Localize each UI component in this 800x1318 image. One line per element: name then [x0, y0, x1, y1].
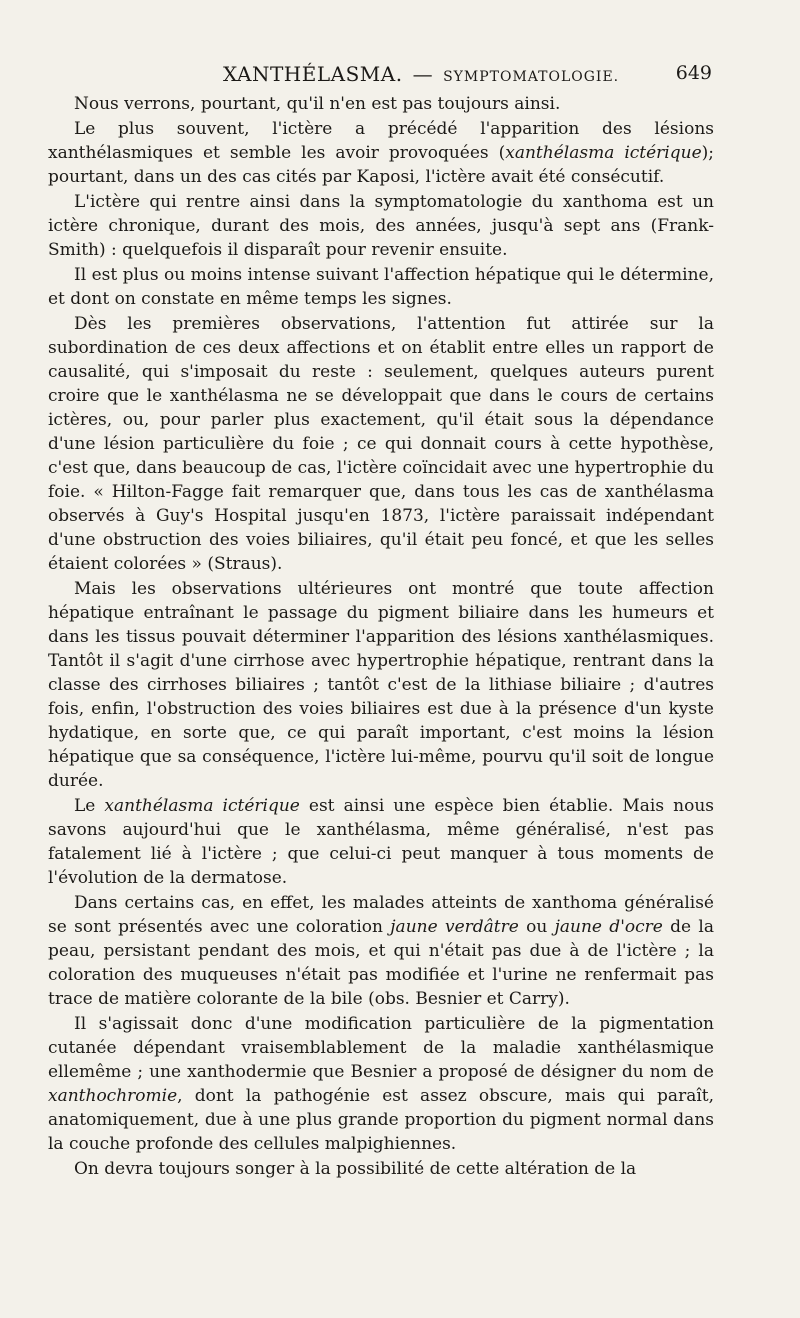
paragraph	[48, 891, 714, 1011]
italic-term: xanthochromie	[48, 1086, 178, 1106]
page-body	[48, 92, 714, 1182]
text-run: L'ictère qui rentre ainsi dans la symptomatologie du xanthoma est un ictère chronique, durant des mois, des années, jusqu'à sept ans (Frank-Smith) : quelquefois il disparaît pour revenir ensuite.	[48, 192, 714, 260]
paragraph	[48, 312, 714, 576]
paragraph	[48, 1157, 714, 1181]
text-run: Dans certains cas, en effet, les malades atteints de xanthoma généralisé se sont présentés avec une coloration	[48, 893, 714, 937]
italic-term: xanthélasma ictérique	[104, 796, 300, 816]
italic-term: jaune verdâtre	[390, 917, 519, 937]
paragraph	[48, 1012, 714, 1156]
running-title	[223, 62, 619, 86]
running-title-main: XANTHÉLASMA.	[223, 62, 403, 86]
paragraph	[48, 794, 714, 890]
page-header	[48, 62, 712, 88]
italic-term: jaune d'ocre	[554, 917, 663, 937]
text-run: est ainsi une espèce bien établie. Mais nous savons aujourd'hui que le xanthélasma, même généralisé, n'est pas fatalement lié à l'ictère ; que celui-ci peut manquer à tous moments de l'évolution de la dermatose.	[48, 796, 714, 888]
text-run: Le plus souvent, l'ictère a précédé l'apparition des lésions xanthélasmiques et semble les avoir provoquées (	[48, 119, 714, 163]
text-run: Mais les observations ultérieures ont montré que toute affection hépatique entraînant le passage du pigment biliaire dans les humeurs et dans les tissus pouvait déterminer l'apparition des lésions xanthélasmiques. Tantôt il s'agit d'une cirrhose avec hypertrophie hépatique, rentrant dans la classe des cirrhoses biliaires ; tantôt c'est de la lithiase biliaire ; d'autres fois, enfin, l'obstruction des voies biliaires est due à la présence d'un kyste hydatique, en sorte que, ce qui paraît important, c'est moins la lésion hépatique que sa conséquence, l'ictère lui-même, pourvu qu'il soit de longue durée.	[48, 579, 714, 791]
title-dash: —	[412, 62, 434, 86]
page-number: 649	[675, 62, 712, 84]
text-run: Il s'agissait donc d'une modification particulière de la pigmentation cutanée dépendant vraisemblablement de la maladie xanthélasmique ellemême ; une xanthodermie que Besnier a proposé de désigner du nom de	[48, 1014, 714, 1082]
paragraph	[48, 577, 714, 793]
paragraph	[48, 117, 714, 189]
section-title: SYMPTOMATOLOGIE.	[443, 69, 620, 85]
text-run: , dont la pathogénie est assez obscure, mais qui paraît, anatomiquement, due à une plus grande proportion du pigment normal dans la couche profonde des cellules malpighiennes.	[48, 1086, 714, 1154]
text-run: Il est plus ou moins intense suivant l'affection hépatique qui le détermine, et dont on constate en même temps les signes.	[48, 265, 714, 309]
text-run: Nous verrons, pourtant, qu'il n'en est pas toujours ainsi.	[74, 94, 561, 114]
text-run: de la peau, persistant pendant des mois, et qui n'était pas due à de l'ictère ; la coloration des muqueuses n'était pas modifiée et l'urine ne renfermait pas trace de matière colorante de la bile (obs. Besnier et Carry).	[48, 917, 714, 1009]
text-run: On devra toujours songer à la possibilité de cette altération de la	[74, 1159, 637, 1179]
paragraph	[48, 92, 714, 116]
italic-term: xanthélasma ictérique	[505, 143, 702, 163]
text-run: ); pourtant, dans un des cas cités par Kaposi, l'ictère avait été consécutif.	[48, 143, 715, 187]
text-run: ou	[518, 917, 555, 937]
text-run: Dès les premières observations, l'attention fut attirée sur la subordination de ces deux affections et on établit entre elles un rapport de causalité, qui s'imposait du reste : seulement, quelques auteurs purent croire que le xanthélasma ne se développait que dans le cours de certains ictères, ou, pour parler plus exactement, qu'il était sous la dépendance d'une lésion particulière du foie ; ce qui donnait cours à cette hypothèse, c'est que, dans beaucoup de cas, l'ictère coïncidait avec une hypertrophie du foie. « Hilton-Fagge fait remarquer que, dans tous les cas de xanthélasma observés à Guy's Hospital jusqu'en 1873, l'ictère paraissait indépendant d'une obstruction des voies biliaires, qu'il était peu foncé, et que les selles étaient colorées » (Straus).	[48, 314, 714, 574]
text-run: Le	[74, 796, 105, 816]
paragraph	[48, 263, 714, 311]
paragraph	[48, 190, 714, 262]
